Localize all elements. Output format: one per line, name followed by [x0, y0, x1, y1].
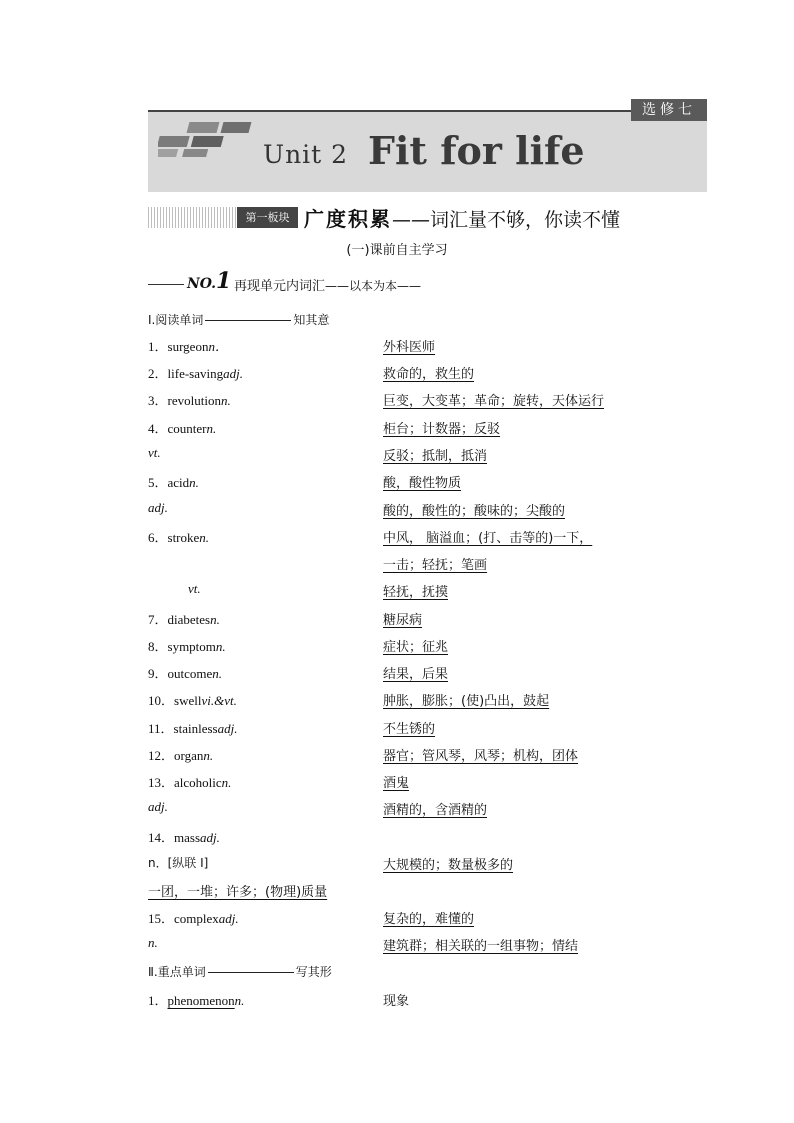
vocab-pos: n． — [208, 339, 228, 354]
vocab-number: 12． — [148, 748, 175, 763]
vocab-pos: n. — [212, 666, 223, 681]
vocab-word: stroke — [167, 530, 200, 545]
vocab-meaning: 不生锈的 — [383, 722, 436, 737]
vocab-meaning: 症状；征兆 — [383, 640, 449, 655]
vocab-meaning: 轻抚，抚摸 — [383, 585, 449, 600]
vocab-meaning: 反驳；抵制，抵消 — [383, 449, 488, 464]
vocab-pos: n. — [206, 421, 217, 436]
vocab-meaning: 一击；轻抚；笔画 — [383, 558, 488, 573]
vocab-meaning: 酸，酸性物质 — [383, 476, 462, 491]
vocab-word: symptom — [167, 639, 216, 654]
part1-numeral: Ⅰ. — [148, 313, 156, 327]
vocab-meaning: 建筑群；相关联的一组事物；情结 — [383, 939, 579, 954]
section-title — [304, 203, 620, 232]
vocab-number: 14． — [148, 830, 175, 845]
vocab-number: 10． — [148, 693, 175, 708]
vocab-pos: 一团，一堆；许多；(物理)质量 — [148, 885, 328, 900]
vocab-pos: n. — [203, 748, 214, 763]
vocab-word: diabetes — [167, 612, 211, 627]
vocab-term — [148, 445, 161, 461]
vocab-meaning: 酒精的，含酒精的 — [383, 803, 488, 818]
vocab-term — [148, 663, 222, 682]
vocab-meaning: 结果，后果 — [383, 667, 449, 682]
vocab-term — [148, 772, 231, 791]
vocab-meaning: 柜台；计数器；反驳 — [383, 422, 501, 437]
no-rule-left — [148, 284, 184, 285]
vocab-number: 5． — [148, 475, 168, 490]
vocab-pos: n. — [199, 530, 210, 545]
vocab-pos: n. — [215, 639, 226, 654]
vocab-meaning: 复杂的，难懂的 — [383, 912, 475, 927]
vocab-meaning: 大规模的；数量极多的 — [383, 858, 514, 873]
no-digit: 1 — [216, 268, 232, 294]
key-word-pos: n. — [234, 993, 245, 1008]
part2-dash — [208, 972, 294, 973]
key-word-term — [148, 990, 244, 1009]
vocab-pos: vi.&vt. — [201, 693, 237, 708]
vocab-pos: n. — [189, 475, 199, 490]
vocab-number: 9． — [148, 666, 168, 681]
vocab-term — [148, 363, 243, 382]
no-title-text: 再现单元内词汇 — [234, 279, 326, 294]
key-word-number: 1． — [148, 993, 168, 1008]
vocab-meaning: 巨变，大变革；革命；旋转，天体运行 — [383, 394, 605, 409]
part2-heading — [148, 963, 332, 980]
vocab-term — [148, 854, 208, 871]
vocab-term — [148, 881, 327, 900]
vocab-meaning: 酒鬼 — [383, 776, 410, 791]
part2-suffix: 写其形 — [295, 965, 332, 979]
key-word-meaning: 现象 — [383, 994, 410, 1009]
section-hatch — [148, 207, 238, 228]
no-prefix: NO. — [187, 276, 217, 292]
no-motto: ——以本为本—— — [325, 279, 422, 293]
vocab-number: 1． — [148, 339, 168, 354]
vocab-number: 7． — [148, 612, 168, 627]
vocab-pos: n．[纵联 I] — [148, 856, 209, 870]
no-number — [187, 268, 231, 294]
vocab-term — [148, 472, 199, 491]
vocab-number: 4． — [148, 421, 168, 436]
vocab-pos: n. — [210, 612, 220, 627]
vocab-word: complex — [174, 911, 219, 926]
part1-suffix: 知其意 — [293, 313, 330, 327]
vocab-pos: vt. — [148, 445, 161, 460]
key-word-word: phenomenon — [167, 993, 235, 1008]
vocab-term — [148, 527, 209, 546]
section-title-rest: ——词汇量不够，你读不懂 — [392, 209, 621, 231]
vocab-word: life-saving — [167, 366, 224, 381]
volume-badge: 选修七 — [631, 99, 707, 121]
vocab-number: 8． — [148, 639, 168, 654]
vocab-word: alcoholic — [174, 775, 222, 790]
vocab-pos: adj. — [223, 366, 243, 381]
vocab-word: mass — [174, 830, 201, 845]
vocab-term — [148, 500, 168, 516]
vocab-term — [148, 799, 168, 815]
no-title — [234, 275, 421, 294]
mountain-photo-icon — [158, 120, 258, 160]
part1-label: 阅读单词 — [155, 313, 204, 327]
vocab-word: stainless — [173, 721, 218, 736]
vocab-number: 15． — [148, 911, 175, 926]
part1-dash — [205, 320, 291, 321]
vocab-term — [148, 690, 237, 709]
vocab-meaning: 外科医师 — [383, 340, 436, 355]
part2-label: 重点单词 — [157, 965, 206, 979]
vocab-pos: n. — [148, 935, 158, 950]
vocab-meaning: 器官；管风琴，风琴；机构，团体 — [383, 749, 579, 764]
vocab-number: 11． — [148, 721, 174, 736]
vocab-number: 2． — [148, 366, 168, 381]
vocab-term — [148, 609, 220, 628]
vocab-term — [188, 581, 201, 597]
vocab-pos: vt. — [188, 581, 201, 596]
vocab-meaning: 糖尿病 — [383, 613, 423, 628]
vocab-number: 6． — [148, 530, 168, 545]
vocab-pos: adj. — [217, 721, 238, 736]
vocab-pos: n. — [220, 393, 231, 408]
vocab-term — [148, 908, 239, 927]
part1-heading — [148, 311, 329, 328]
vocab-pos: adj. — [200, 830, 220, 845]
vocab-term — [148, 390, 231, 409]
vocab-term — [148, 718, 237, 737]
vocab-meaning: 中风， 脑溢血；(打、击等的)一下， — [383, 531, 593, 546]
vocab-pos: adj. — [218, 911, 239, 926]
vocab-meaning: 救命的，救生的 — [383, 367, 475, 382]
banner-top-rule — [148, 110, 707, 112]
part2-numeral: Ⅱ. — [148, 965, 158, 979]
vocab-word: organ — [174, 748, 204, 763]
vocab-word: revolution — [167, 393, 221, 408]
vocab-term — [148, 418, 216, 437]
section-tag: 第一板块 — [237, 207, 298, 228]
unit-label: Unit 2 — [263, 140, 349, 169]
section-title-bold: 广度积累 — [304, 207, 392, 231]
vocab-word: surgeon — [167, 339, 209, 354]
unit-title: Fit for life — [368, 128, 585, 173]
vocab-meaning: 肿胀，膨胀；(使)凸出，鼓起 — [383, 694, 550, 709]
vocab-word: outcome — [167, 666, 213, 681]
vocab-number: 3． — [148, 393, 168, 408]
vocab-meaning: 酸的，酸性的；酸味的；尖酸的 — [383, 504, 566, 519]
vocab-term — [148, 935, 158, 951]
vocab-word: swell — [174, 693, 202, 708]
vocab-term — [148, 745, 213, 764]
vocab-pos: adj. — [148, 799, 168, 814]
vocab-term — [148, 827, 220, 846]
vocab-pos: adj. — [148, 500, 168, 515]
vocab-word: counter — [167, 421, 207, 436]
vocab-term — [148, 636, 226, 655]
section-subtitle: (一)课前自主学习 — [346, 243, 448, 258]
vocab-pos: n. — [221, 775, 232, 790]
vocab-word: acid — [167, 475, 190, 490]
vocab-number: 13． — [148, 775, 175, 790]
vocab-term — [148, 336, 228, 355]
